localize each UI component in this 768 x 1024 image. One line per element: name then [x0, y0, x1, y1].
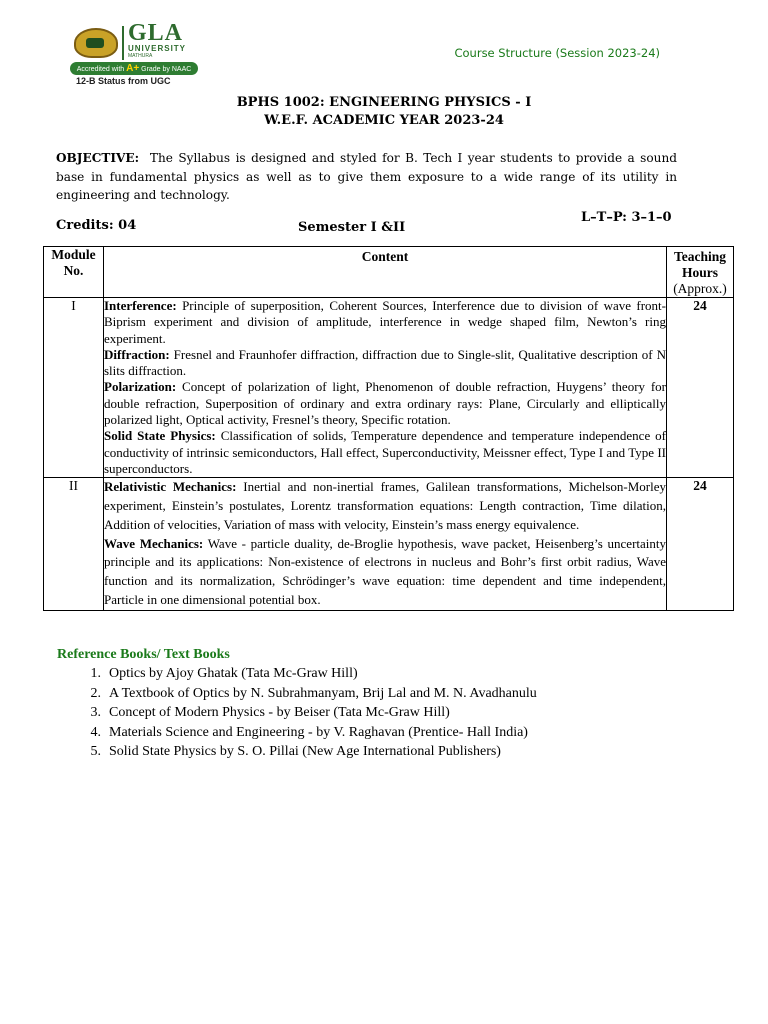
syllabus-table — [43, 246, 734, 611]
ltp: L–T–P: 3–1–0 — [581, 210, 672, 225]
module-content — [104, 478, 667, 611]
module-number: I — [44, 298, 104, 478]
list-item — [57, 664, 537, 684]
topic-paragraph — [104, 347, 666, 380]
reference-number: 1. — [90, 666, 101, 681]
reference-number: 3. — [90, 705, 101, 720]
naac-prefix: Accredited with — [76, 66, 125, 73]
objective-label: OBJECTIVE: — [56, 151, 140, 165]
naac-badge — [70, 62, 198, 75]
reference-text: A Textbook of Optics by N. Subrahmanyam, Brij Lal and M. N. Avadhanulu — [109, 685, 537, 701]
topic-paragraph — [104, 298, 666, 347]
list-item — [57, 723, 537, 743]
university-emblem-icon — [74, 28, 118, 58]
course-title: BPHS 1002: ENGINEERING PHYSICS - I — [236, 95, 532, 110]
references-heading: Reference Books/ Text Books — [57, 647, 230, 662]
logo-subtitle: UNIVERSITY — [128, 44, 187, 53]
header-hours-line2: Hours — [681, 265, 718, 280]
header-content — [104, 247, 667, 298]
credits: Credits: 04 — [56, 218, 137, 233]
logo-name: GLA — [128, 20, 184, 46]
topic-paragraph — [104, 478, 666, 534]
topic-title: Wave Mechanics: — [104, 535, 204, 551]
academic-year: W.E.F. ACADEMIC YEAR 2023-24 — [264, 113, 504, 128]
topic-text: Principle of superposition, Coherent Sources, Interference due to division of wave front- Biprism experiment and division of amplitude, interference in wedge shaped film, Newton’s ring experiment. — [104, 298, 666, 346]
topic-text: Wave - particle duality, de-Broglie hypothesis, wave packet, Heisenberg’s uncertainty principle and its applications: Non-existence of electrons in nucleus and Bohr’s first orbit radius, Wave function and its normalization, Schrödinger’s wave equation: time dependent and time independent, Particle in one dimensional potential box. — [104, 535, 666, 608]
ugc-status: 12-B Status from UGC — [76, 76, 171, 86]
course-structure-label: Course Structure (Session 2023-24) — [454, 46, 660, 60]
table-row — [44, 298, 734, 478]
university-logo — [70, 20, 200, 86]
logo-city: MATHURA — [128, 53, 153, 59]
topic-title: Interference: — [104, 298, 177, 313]
topic-text: Inertial and non-inertial frames, Galilean transformations, Michelson-Morley experiment, Einstein’s postulates, Lorentz transformation equations: Length contraction, Time dilation, Addition of velocities, Variation of mass with velocity, Einstein’s mass energy equivalence. — [104, 479, 666, 532]
reference-text: Optics by Ajoy Ghatak (Tata Mc-Graw Hill) — [109, 666, 358, 681]
topic-title: Diffraction: — [104, 346, 170, 362]
header-module-line2: No. — [63, 263, 84, 278]
topic-text: Fresnel and Fraunhofer diffraction, diffraction due to Single-slit, Qualitative description of N slits diffraction. — [104, 346, 666, 379]
list-item — [57, 703, 537, 723]
reference-text: Concept of Modern Physics - by Beiser (Tata Mc-Graw Hill) — [109, 705, 450, 720]
table-header-row — [44, 247, 734, 298]
naac-grade: A+ — [126, 63, 140, 74]
semester: Semester I &II — [298, 220, 406, 235]
topic-title: Solid State Physics: — [104, 428, 216, 444]
teaching-hours: 24 — [667, 298, 734, 478]
reference-number: 5. — [90, 744, 101, 759]
header-hours-line1: Teaching — [673, 249, 727, 264]
header-hours-line3: (Approx.) — [673, 281, 727, 296]
header-module — [44, 247, 104, 298]
references-list — [57, 664, 537, 762]
topic-text: Concept of polarization of light, Phenomenon of double refraction, Huygens’ theory for double refraction, Superposition of ordinary and extra ordinary rays: Plane, Circularly and elliptically polarized light, Optical activity, Fresnel’s theory, Specific rotation. — [104, 379, 666, 428]
objective-paragraph — [56, 149, 677, 205]
reference-number: 2. — [90, 685, 101, 701]
list-item — [57, 742, 537, 762]
naac-suffix: Grade by NAAC — [141, 66, 192, 73]
teaching-hours: 24 — [667, 478, 734, 611]
reference-number: 4. — [90, 724, 101, 740]
table-row — [44, 478, 734, 611]
topic-paragraph — [104, 428, 666, 477]
objective-text: The Syllabus is designed and styled for B. Tech I year students to provide a sound base in fundamental physics as well as to give them exposure to a wide range of its utility in engineering and technology. — [56, 151, 677, 202]
list-item — [57, 684, 537, 704]
logo-divider — [122, 26, 124, 60]
topic-paragraph — [104, 379, 666, 428]
topic-title: Relativistic Mechanics: — [104, 479, 237, 495]
reference-text: Materials Science and Engineering - by V. Raghavan (Prentice- Hall India) — [109, 724, 528, 740]
topic-paragraph — [104, 535, 666, 610]
header-content-label: Content — [361, 249, 409, 264]
topic-title: Polarization: — [104, 379, 177, 395]
module-content — [104, 298, 667, 478]
header-hours — [667, 247, 734, 298]
topic-text: Classification of solids, Temperature dependence and temperature independence of conductivity of intrinsic semiconductors, Hall effect, Superconductivity, Meissner effect, Type I and Type II superconductors. — [104, 428, 667, 476]
reference-text: Solid State Physics by S. O. Pillai (New Age International Publishers) — [109, 744, 501, 759]
module-number: II — [44, 478, 104, 611]
header-module-line1: Module — [51, 247, 96, 262]
